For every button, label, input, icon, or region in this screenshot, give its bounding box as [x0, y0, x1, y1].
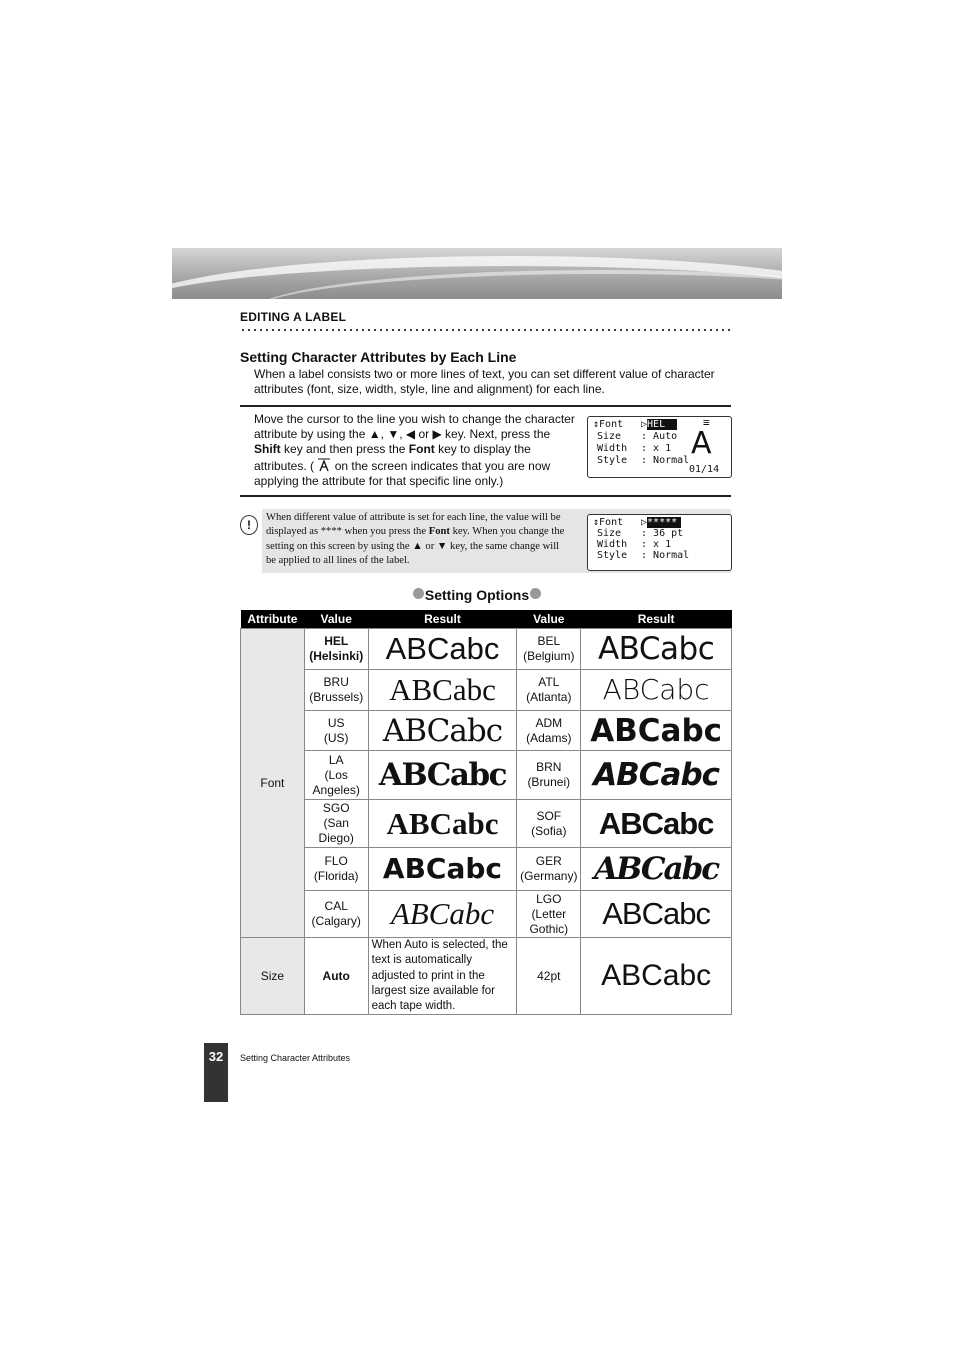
step-instructions: Move the cursor to the line you wish to change the character attribute by using the ▲, ▼, ◀ or ▶ key. Next, press the Shift key and then press the Font key to display the attributes. ( on the screen indicates that you are now applying the attribute for that specific line only.)	[254, 412, 575, 488]
header-value-2: Value	[517, 610, 581, 629]
note-line-4: be applied to all lines of the label.	[266, 554, 410, 566]
font-value-sgo	[304, 800, 368, 848]
font-sample-la	[368, 751, 517, 800]
value-name: (Los Angeles)	[312, 767, 360, 797]
table-row	[241, 670, 732, 711]
font-value-bru	[304, 670, 368, 711]
lcd2-cursor-icon: ▷	[641, 517, 648, 528]
sample-text: ABCabc	[597, 631, 715, 667]
lcd2-width-label: Width	[597, 539, 628, 550]
font-sample-adm	[581, 711, 732, 751]
value-code: ADM	[535, 715, 563, 730]
font-sample-sgo	[368, 800, 517, 848]
font-sample-hel	[368, 629, 517, 670]
size-auto-label: Auto	[322, 969, 350, 984]
value-name: (Adams)	[526, 730, 572, 745]
table-row	[241, 711, 732, 751]
header-result: Result	[368, 610, 517, 629]
step-line-4: attributes. (	[254, 458, 315, 473]
step-line-2: attribute by using the	[254, 427, 366, 442]
size-value-42pt: 42pt	[517, 938, 581, 1015]
value-code: LGO	[536, 891, 562, 906]
font-sample-flo	[368, 848, 517, 891]
step-line-1: Move the cursor to the line you wish to change the character	[254, 412, 575, 426]
bullet-icon	[413, 588, 424, 599]
step-line-4-end: on the screen indicates that you are now	[334, 458, 551, 473]
table-row	[241, 848, 732, 891]
value-code: US	[327, 715, 345, 730]
sample-text: ABCabc	[385, 631, 500, 666]
up-arrow-icon: ▲	[412, 540, 423, 552]
lcd2-width-value: x 1	[653, 539, 672, 550]
lcd-style-label: Style	[597, 455, 628, 466]
step-line-5: applying the attribute for that specific line only.)	[254, 473, 504, 488]
down-arrow-icon: ▼	[436, 540, 448, 552]
lcd-screen-attributes: ↕Font ▷HEL Size : Auto Width : x 1 Style : Normal ≡ A 01/14	[587, 416, 732, 478]
value-code: SOF	[536, 808, 562, 823]
options-title-text: Setting Options	[424, 587, 530, 603]
section-heading: Setting Character Attributes by Each Line	[240, 349, 517, 365]
lcd-big-char: A	[691, 426, 712, 461]
table-row	[241, 800, 732, 848]
font-sample-cal	[368, 891, 517, 938]
value-name: (San Diego)	[318, 816, 354, 845]
caution-icon: !	[240, 515, 258, 535]
bullet-icon	[530, 588, 541, 599]
table-row	[241, 629, 732, 670]
note-line-3-end: key, the same change will	[450, 540, 560, 552]
note-line-3: setting on this screen by using the	[266, 540, 410, 552]
size-auto-description: When Auto is selected, the text is automatically adjusted to print in the largest size available for each tape width.	[368, 938, 517, 1015]
lcd-font-value: HEL	[647, 419, 677, 430]
header-banner	[172, 248, 782, 299]
setting-options-table	[240, 610, 732, 1015]
table-row	[241, 891, 732, 938]
value-name: (US)	[323, 730, 349, 745]
lcd2-style-value: Normal	[653, 550, 690, 561]
step-line-3-end: key to display the	[438, 442, 531, 457]
font-sample-bru	[368, 670, 517, 711]
value-code: BRU	[323, 675, 349, 689]
note-line-2: displayed as **** when you press the	[266, 526, 427, 538]
step-top-rule	[240, 405, 731, 407]
scroll-arrow-icon: ↕	[593, 517, 600, 528]
value-name: (Brunei)	[527, 775, 571, 789]
font-value-flo	[304, 848, 368, 891]
value-name: (Brussels)	[309, 690, 364, 704]
lcd-style-value: Normal	[653, 455, 690, 466]
value-code: FLO	[324, 854, 348, 868]
up-arrow-icon: ▲	[368, 427, 381, 442]
font-value-hel	[304, 629, 368, 670]
font-value-us	[304, 711, 368, 751]
options-title	[0, 587, 954, 603]
font-sample-lgo	[581, 891, 732, 938]
note-font-key: Font	[428, 526, 450, 538]
line-attribute-icon	[317, 458, 331, 472]
lcd-counter: 01/14	[689, 464, 720, 475]
note-line-1: When different value of attribute is set for each line, the value will be	[266, 512, 561, 523]
value-name: (Helsinki)	[309, 649, 364, 663]
font-value-la	[304, 751, 368, 800]
lcd2-style-label: Style	[597, 550, 628, 561]
attr-font: Font	[241, 629, 305, 938]
sample-text: ABCabc	[598, 805, 714, 841]
value-name: (Atlanta)	[526, 690, 572, 704]
font-value-ger	[517, 848, 581, 891]
value-code: BRN	[536, 760, 562, 774]
step-bottom-rule	[240, 495, 731, 497]
sample-text: ABCabc	[594, 851, 719, 887]
scroll-arrow-icon: ↕	[593, 419, 600, 430]
size-value-auto	[304, 938, 368, 1015]
value-name: (Letter Gothic)	[529, 906, 569, 936]
font-sample-atl	[581, 670, 732, 711]
value-code: SGO	[322, 801, 350, 815]
lcd-line-marker-icon: ≡	[703, 416, 710, 429]
sample-text: ABCabc	[382, 712, 503, 749]
font-value-lgo	[517, 891, 581, 938]
lcd-width-value: x 1	[653, 443, 672, 454]
sample-text: ABCabc	[382, 852, 503, 885]
value-code: GER	[535, 854, 562, 868]
table-header-row	[241, 610, 732, 629]
font-value-adm	[517, 711, 581, 751]
font-value-atl	[517, 670, 581, 711]
font-sample-us	[368, 711, 517, 751]
sample-text: ABCabc	[602, 896, 710, 931]
sample-text: ABCabc	[593, 757, 720, 793]
header-attribute: Attribute	[241, 610, 305, 629]
section-label: EDITING A LABEL	[240, 310, 347, 324]
lcd-font-label: Font	[599, 419, 624, 430]
size-sample-42pt	[581, 938, 732, 1015]
font-sample-ger	[581, 848, 732, 891]
intro-paragraph: When a label consists two or more lines of text, you can set different value of character attributes (font, size, width, style, line and alignment) for each line.	[254, 367, 715, 396]
lcd2-size-label: Size	[597, 528, 622, 539]
value-name: (Sofia)	[531, 823, 567, 838]
footer-text: Setting Character Attributes	[240, 1053, 351, 1063]
down-arrow-icon: ▼	[387, 427, 400, 442]
sample-text: ABCabc	[378, 757, 507, 793]
note-text	[266, 511, 578, 568]
lcd-width-label: Width	[597, 443, 628, 454]
table-row	[241, 751, 732, 800]
note-or-text: or	[425, 540, 435, 552]
or-text: or	[418, 427, 430, 442]
value-name: (Germany)	[520, 869, 578, 883]
lcd2-font-value: *****	[647, 517, 681, 528]
left-arrow-icon: ◀	[405, 427, 416, 442]
step-line-2-end: key. Next, press the	[445, 427, 551, 442]
dotted-divider	[240, 328, 732, 332]
font-value-sof	[517, 800, 581, 848]
sample-text: ABCabc	[602, 673, 710, 706]
value-name: (Belgium)	[523, 649, 575, 663]
value-name: (Florida)	[313, 869, 359, 883]
lcd-screen-all-lines: ↕Font ▷***** Size : 36 pt Width : x 1 Style : Normal	[587, 514, 732, 571]
shift-key-label: Shift	[254, 442, 281, 457]
value-code: HEL	[324, 634, 349, 648]
lcd2-size-value: 36 pt	[653, 528, 684, 539]
sample-text: ABCabc	[601, 959, 712, 993]
font-value-brn	[517, 751, 581, 800]
font-sample-brn	[581, 751, 732, 800]
font-value-cal	[304, 891, 368, 938]
value-code: BEL	[537, 634, 561, 648]
value-name: (Calgary)	[311, 914, 361, 928]
table-row-size	[241, 938, 732, 1015]
value-code: CAL	[324, 899, 348, 913]
sample-text: ABCabc	[590, 712, 723, 749]
header-value: Value	[304, 610, 368, 629]
header-result-2: Result	[581, 610, 732, 629]
lcd2-font-label: Font	[599, 517, 624, 528]
right-arrow-icon: ▶	[432, 427, 442, 442]
font-value-bel	[517, 629, 581, 670]
lcd-cursor-icon: ▷	[641, 419, 648, 430]
sample-text: ABCabc	[390, 896, 495, 931]
value-code: ATL	[538, 675, 560, 689]
page-number: 32	[204, 1043, 228, 1102]
lcd-size-label: Size	[597, 431, 622, 442]
sample-text: ABCabc	[389, 672, 496, 707]
font-sample-sof	[581, 800, 732, 848]
font-key-label: Font	[408, 442, 435, 457]
note-line-2-end: key. When you change the	[452, 526, 565, 538]
attr-size: Size	[241, 938, 305, 1015]
font-sample-bel	[581, 629, 732, 670]
step-line-3: key and then press the	[284, 442, 406, 457]
lcd-size-value: Auto	[653, 431, 678, 442]
value-code: LA	[328, 752, 344, 767]
sample-text: ABCabc	[386, 805, 499, 841]
